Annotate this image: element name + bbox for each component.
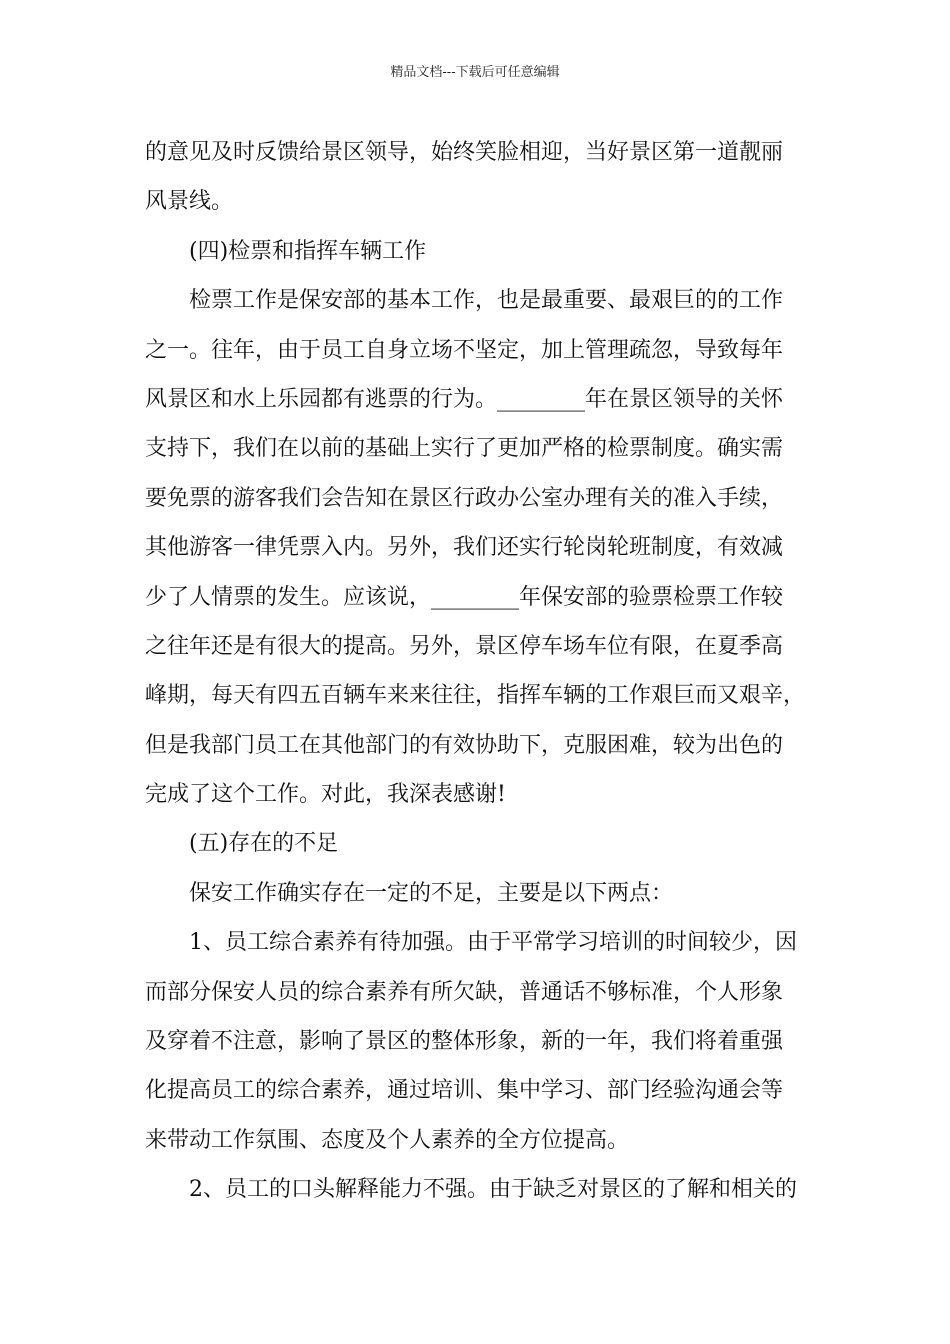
section-heading: (五)存在的不足	[189, 831, 339, 857]
text-line: 但是我部门员工在其他部门的有效协助下，克服困难，较为出色的	[145, 732, 784, 758]
text-line: 少了人情票的发生。应该说，________年保安部的验票检票工作较	[145, 584, 784, 610]
text-line: 检票工作是保安部的基本工作，也是最重要、最艰巨的的工作	[189, 288, 784, 314]
text-line: 支持下，我们在以前的基础上实行了更加严格的检票制度。确实需	[145, 436, 784, 462]
text-line: 的意见及时反馈给景区领导，始终笑脸相迎，当好景区第一道靓丽	[145, 140, 784, 165]
section-heading: (四)检票和指挥车辆工作	[189, 238, 427, 264]
page-header: 精品文档---下载后可任意编辑	[390, 65, 560, 80]
text-line: 2、员工的口头解释能力不强。由于缺乏对景区的了解和相关的	[189, 1177, 797, 1203]
text-line: 来带动工作氛围、态度及个人素养的全方位提高。	[145, 1127, 630, 1153]
text-line: 要免票的游客我们会告知在景区行政办公室办理有关的准入手续，	[145, 485, 784, 511]
text-line: 风景线。	[145, 189, 234, 215]
text-line: 而部分保安人员的综合素养有所欠缺，普通话不够标准，个人形象	[145, 979, 784, 1005]
text-line: 之一。往年，由于员工自身立场不坚定，加上管理疏忽，导致每年	[145, 337, 784, 363]
document-body	[145, 128, 825, 1215]
text-line: 峰期，每天有四五百辆车来来往往，指挥车辆的工作艰巨而又艰辛，	[145, 683, 806, 709]
text-line: 保安工作确实存在一定的不足，主要是以下两点：	[189, 880, 674, 906]
text-line: 化提高员工的综合素养，通过培训、集中学习、部门经验沟通会等	[145, 1078, 784, 1104]
text-line: 及穿着不注意，影响了景区的整体形象，新的一年，我们将着重强	[145, 1029, 784, 1055]
text-line: 完成了这个工作。对此，我深表感谢!	[145, 782, 506, 808]
text-line: 1、员工综合素养有待加强。由于平常学习培训的时间较少，因	[189, 930, 797, 956]
text-line: 风景区和水上乐园都有逃票的行为。________年在景区领导的关怀	[145, 386, 784, 412]
text-line: 之往年还是有很大的提高。另外，景区停车场车位有限，在夏季高	[145, 633, 784, 659]
text-line: 其他游客一律凭票入内。另外，我们还实行轮岗轮班制度，有效减	[145, 535, 784, 561]
